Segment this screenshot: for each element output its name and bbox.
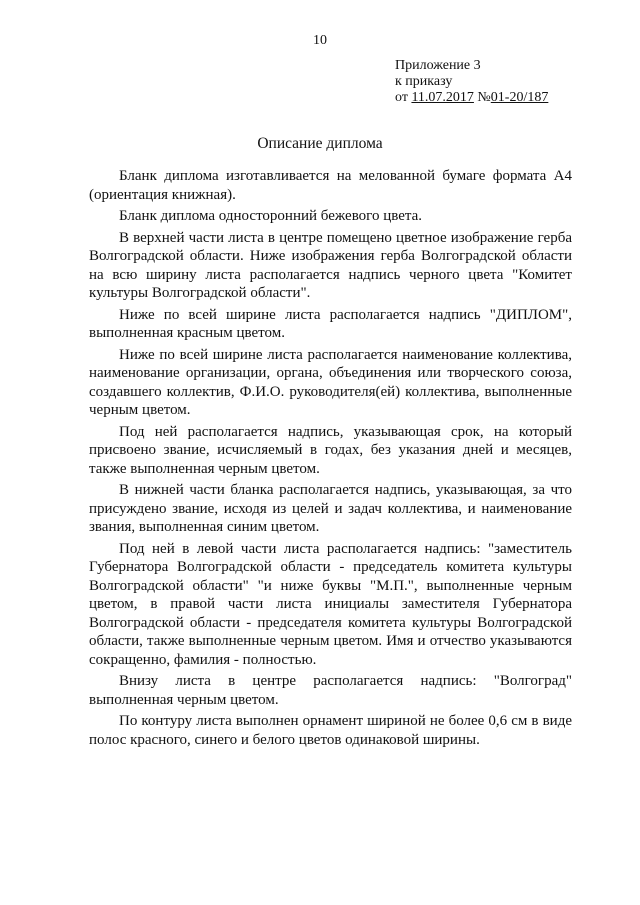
- paragraph: Под ней в левой части листа располагается надпись: "заместитель Губернатора Волгоградской области - председатель комитета культуры Волгоградской области" "и ниже буквы "М.П.", выполненные черным цветом, в правой части листа инициалы заместителя Губернатора Волгоградской области - председателя комитета культуры Волгоградской области, также выполненные черным цветом. Имя и отчество указываются сокращенно, фамилия - полностью.: [89, 540, 572, 668]
- document-body: [89, 167, 572, 752]
- paragraph: Бланк диплома односторонний бежевого цвета.: [119, 208, 423, 224]
- order-date-number: [395, 90, 548, 106]
- page-number: 10: [313, 33, 327, 48]
- paragraph: Под ней располагается надпись, указывающая срок, на который присвоено звание, исчисляемый в годах, без указания дней и месяцев, также выполненная черным цветом.: [89, 423, 572, 477]
- paragraph: По контуру листа выполнен орнамент шириной не более 0,6 см в виде полос красного, синего и белого цветов одинаковой ширины.: [89, 713, 572, 748]
- paragraph: Внизу листа в центре располагается надпись: "Волгоград" выполненная черным цветом.: [89, 673, 572, 708]
- date-prefix: от: [395, 90, 412, 105]
- appendix-label: Приложение 3: [395, 58, 481, 73]
- number-prefix: №: [473, 90, 491, 105]
- paragraph: Ниже по всей ширине листа располагается надпись "ДИПЛОМ", выполненная красным цветом.: [89, 306, 572, 341]
- appendix-block: [395, 58, 548, 106]
- order-reference: к приказу: [395, 74, 453, 89]
- order-date: 11.07.2017: [411, 90, 474, 105]
- paragraph: Бланк диплома изготавливается на мелованной бумаге формата А4 (ориентация книжная).: [89, 168, 572, 203]
- order-number: 01-20/187: [490, 90, 549, 105]
- paragraph: Ниже по всей ширине листа располагается наименование коллектива, наименование организации, органа, объединения или творческого союза, создавшего коллектив, Ф.И.О. руководителя(ей) коллектива, выполненные черным цветом.: [89, 346, 572, 418]
- paragraph: В нижней части бланка располагается надпись, указывающая, за что присуждено звание, исходя из целей и задач коллектива, и наименование звания, выполненная синим цветом.: [89, 482, 572, 535]
- paragraph: В верхней части листа в центре помещено цветное изображение герба Волгоградской области. Ниже изображения герба Волгоградской области на всю ширину листа располагается надпись черного цвета "Комитет культуры Волгоградской области".: [89, 229, 572, 301]
- document-title: Описание диплома: [257, 135, 383, 152]
